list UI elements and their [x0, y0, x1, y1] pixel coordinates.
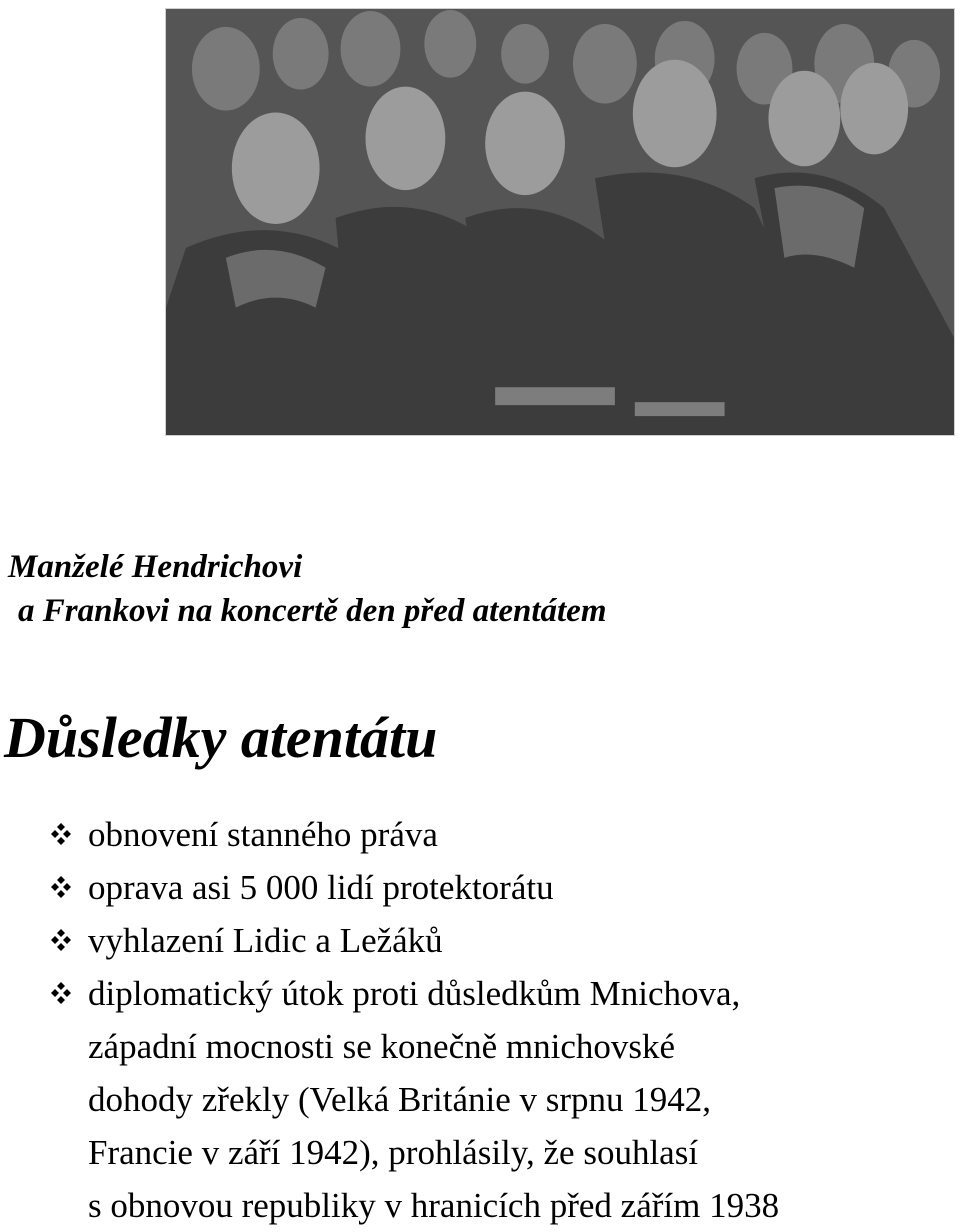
diamond-bullet-icon — [48, 980, 86, 1006]
diamond-bullet-icon — [48, 821, 86, 847]
list-item-text: Francie v září 1942), prohlásily, že souhlasí — [88, 1133, 699, 1172]
list-item — [48, 808, 960, 861]
list-item-text: oprava asi 5 000 lidí protektorátu — [88, 868, 554, 907]
list-item — [48, 914, 960, 967]
list-item-text: vyhlazení Lidic a Ležáků — [88, 921, 443, 960]
diamond-bullet-icon — [48, 874, 86, 900]
list-item-text: obnovení stanného práva — [88, 815, 438, 854]
photo-caption — [8, 545, 607, 633]
photograph-image — [166, 9, 954, 435]
section-heading: Důsledky atentátu — [4, 705, 438, 770]
list-item — [48, 861, 960, 914]
list-item-text: západní mocnosti se konečně mnichovské — [88, 1027, 676, 1066]
list-item-text: s obnovou republiky v hranicích před zářím 1938 — [88, 1186, 780, 1225]
list-item — [48, 967, 960, 1232]
consequences-list — [48, 808, 960, 1232]
concert-photograph — [165, 8, 955, 436]
diamond-bullet-icon — [48, 927, 86, 953]
list-item-text: dohody zřekly (Velká Británie v srpnu 1942, — [88, 1080, 712, 1119]
list-item-text: diplomatický útok proti důsledkům Mnichova, — [88, 974, 741, 1013]
caption-line-2: a Frankovi na koncertě den před atentátem — [18, 593, 607, 629]
caption-line-1: Manželé Hendrichovi — [8, 549, 303, 585]
